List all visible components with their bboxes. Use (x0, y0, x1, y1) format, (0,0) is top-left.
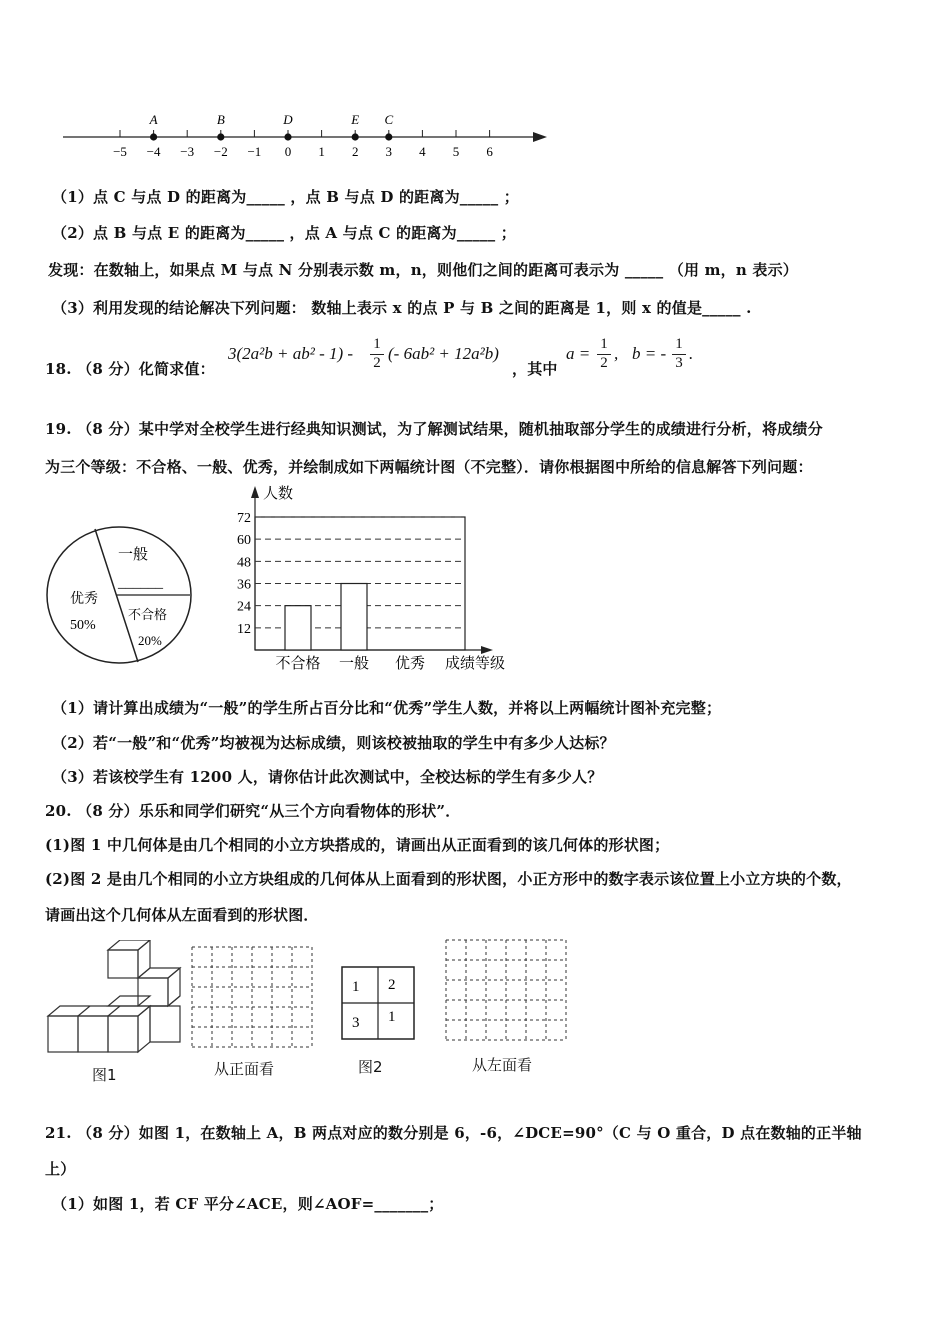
pie-value-excellent: 50% (70, 618, 96, 633)
q18-frac-num: 1 (373, 336, 381, 352)
q18-b-frac (672, 336, 686, 372)
q21-line2: 上） (45, 1160, 76, 1178)
q18-b-den: 3 (672, 354, 686, 372)
pie-value-fail: 20% (138, 633, 162, 648)
x-tick-label: 不合格 (275, 656, 321, 672)
q17-part2: （2）点 B 与点 E 的距离为_____ ，点 A 与点 C 的距离为_____ ； (52, 224, 516, 242)
q18-expr-left: 3(2a²b + ab² - 1) - (228, 344, 354, 363)
pie-label-fail: 不合格 (128, 607, 168, 622)
bar-chart (225, 480, 525, 685)
number-line (55, 105, 565, 165)
number-line-point-label: D (283, 112, 293, 127)
y-tick-label: 60 (237, 533, 251, 549)
q17-discovery: 发现：在数轴上，如果点 M 与点 N 分别表示数 m，n，则他们之间的距离可表示为 _____ （用 m，n 表示） (48, 261, 798, 279)
y-tick-label: 12 (237, 621, 251, 637)
number-line-tick-label: −2 (213, 144, 228, 159)
q19-question2: （2）若“一般”和“优秀”均被视为达标成绩，则该校被抽取的学生中有多少人达标？ (52, 734, 615, 752)
q19-question1: （1）请计算出成绩为“一般”的学生所占百分比和“优秀”学生人数，并将以上两幅统计图补充完整； (52, 699, 722, 717)
q18-frac (370, 336, 384, 372)
q18-a-label: a = (566, 344, 591, 363)
q20-line2: (1)图 1 中几何体是由几个相同的小立方块搭成的，请画出从正面看到的该几何体的形状图； (45, 836, 670, 854)
bar (341, 584, 367, 651)
x-axis-label: 成绩等级 (444, 656, 506, 672)
q17-part3: （3）利用发现的结论解决下列问题： 数轴上表示 x 的点 P 与 B 之间的距离是 1，则 x 的值是_____ . (52, 299, 752, 317)
number-line-point-label: B (216, 112, 225, 127)
y-tick-label: 36 (237, 577, 251, 593)
number-line-tick-label: −1 (247, 144, 262, 159)
q18-a-frac (597, 336, 611, 372)
number-line-tick-label: 4 (419, 144, 426, 159)
number-line-tick-label: −4 (146, 144, 161, 159)
number-line-tick-label: −5 (113, 144, 127, 159)
figure1-caption: 图1 (92, 1066, 117, 1084)
q20-line3: (2)图 2 是由几个相同的小立方块组成的几何体从上面看到的形状图，小正方形中的数字表示该位置上小立方块的个数， (45, 870, 852, 888)
number-line-tick-label: 0 (284, 144, 292, 159)
q17-part1: （1）点 C 与点 D 的距离为_____ ，点 B 与点 D 的距离为_____ ； (52, 188, 519, 206)
number-line-point-label: C (384, 112, 394, 127)
pie-label-excellent: 优秀 (70, 592, 98, 607)
number-line-point (284, 133, 291, 140)
q18-frac-den: 2 (370, 354, 384, 372)
left-view-caption: 从左面看 (472, 1056, 533, 1074)
front-view-grid (190, 945, 320, 1050)
y-axis-arrow (251, 486, 259, 498)
number-line-tick-label: 6 (486, 144, 493, 159)
fig2-cell-4: 1 (388, 1009, 396, 1025)
figure2-top-view (340, 965, 420, 1045)
y-tick-label: 24 (237, 599, 251, 615)
pie-chart (40, 525, 200, 675)
number-line-point-label: E (351, 112, 360, 127)
y-tick-label: 48 (237, 555, 251, 571)
number-line-tick-label: 2 (351, 144, 359, 159)
figure2-caption: 图2 (358, 1058, 383, 1076)
fig2-cell-2: 2 (388, 977, 396, 993)
q19-question3: （3）若该校学生有 1200 人，请你估计此次测试中，全校达标的学生有多少人？ (52, 768, 603, 786)
fig2-cell-3: 3 (352, 1015, 360, 1031)
x-axis-arrow (481, 646, 493, 654)
q18-b-num: 1 (675, 336, 683, 352)
y-axis-label: 人数 (263, 486, 294, 502)
left-view-grid (440, 938, 575, 1043)
number-line-point-label: A (149, 112, 158, 127)
y-tick-label: 72 (237, 511, 251, 526)
front-view-caption: 从正面看 (214, 1060, 275, 1078)
q18-title: 18. （8 分）化简求值： (45, 360, 215, 378)
number-line-tick-label: 1 (318, 144, 325, 159)
number-line-tick-label: −3 (180, 144, 195, 159)
number-line-point (385, 133, 392, 140)
q21-line1: 21. （8 分）如图 1，在数轴上 A，B 两点对应的数分别是 6，-6，∠DCE=90°（C 与 O 重合，D 点在数轴的正半轴 (45, 1124, 862, 1142)
q20-line1: 20. （8 分）乐乐和同学们研究“从三个方向看物体的形状”． (45, 802, 461, 820)
number-line-tick-label: 5 (452, 144, 460, 159)
pie-label-normal: 一般 (118, 547, 149, 563)
x-tick-label: 一般 (338, 656, 370, 672)
q18-where: ，其中 (512, 360, 558, 378)
q18-expr-right: (- 6ab² + 12a²b) (388, 344, 499, 363)
fig2-cell-1: 1 (352, 979, 360, 995)
q18-a-num: 1 (600, 336, 608, 352)
number-line-point (150, 133, 157, 140)
q19-line1: 19. （8 分）某中学对全校学生进行经典知识测试，为了解测试结果，随机抽取部分学生的成绩进行分析，将成绩分 (45, 420, 823, 438)
q18-b-label: b = - (632, 344, 667, 363)
q19-line2: 为三个等级：不合格、一般、优秀，并绘制成如下两幅统计图（不完整）．请你根据图中所给的信息解答下列问题： (45, 458, 813, 476)
q21-question1: （1）如图 1，若 CF 平分∠ACE，则∠AOF=_______； (52, 1195, 444, 1213)
figure1-cubes (42, 940, 192, 1060)
number-line-tick-label: 3 (385, 144, 393, 159)
q20-line4: 请画出这个几何体从左面看到的形状图． (45, 906, 319, 924)
bar (285, 606, 311, 650)
pie-blank: ______ (118, 575, 163, 591)
number-line-point (217, 133, 224, 140)
q18-a-den: 2 (597, 354, 611, 372)
number-line-point (352, 133, 359, 140)
x-tick-label: 优秀 (394, 656, 426, 672)
